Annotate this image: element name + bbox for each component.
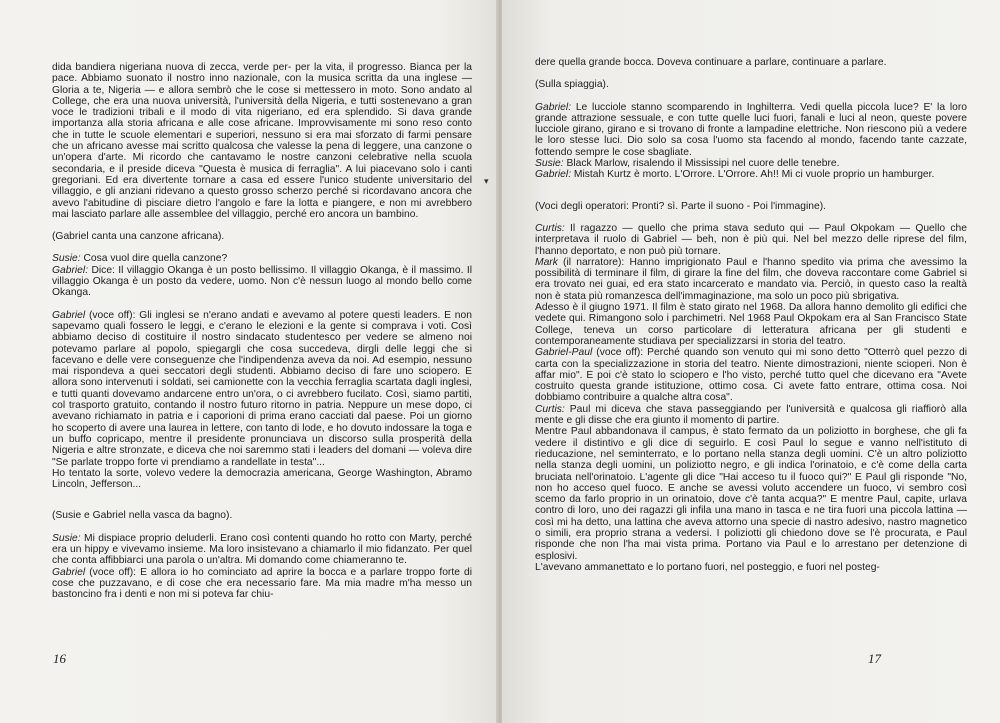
paragraph-spacer <box>535 68 967 79</box>
paragraph: Adesso è il giugno 1971. Il film è stato girato nel 1968. Da allora hanno demolito gli edifici che vedete qui. Rimangono solo i parchimetri. Nel 1968 Paul Okpokam era al San Francisco State College, teneva un corso particolare di letteratura africana per gli studenti e contemporaneamente studiava per specializzarsi in storia del teatro. <box>535 302 967 347</box>
speaker-name: Gabriel: <box>535 169 572 181</box>
speaker-name: Susie: <box>52 532 81 544</box>
dialogue-line <box>535 102 967 158</box>
paragraph-spacer <box>52 242 472 253</box>
speaker-name: Susie: <box>535 158 564 170</box>
dialogue-text: (voce off): Gli inglesi se n'erano andati e avevamo al potere questi leaders. E non sapevamo quali fossero le leggi, e c'erano le elezioni e la gente si comprava i voti. Così abbiamo deciso di costituire il nostro sindacato studentesco per vedere se almeno noi potevamo parlare al popolo, spiegargli che cosa succedeva, dirgli delle leggi che si facevano e delle vere conseguenze che l'indipendenza aveva da noi. Ad esempio, nessuno mai rispondeva a quei seccatori degli studenti. Abbiamo deciso di fare uno sciopero. E allora sono intervenuti i soldati, sei camionette con la vecchia ferraglia scartata dagli inglesi, e tutti quanti dovevamo andarcene entro un'ora, o ci avrebbero fucilato. Così, siamo partiti, col trasporto gratuito, contando il nostro futuro ritorno in patria. Neppure un mese dopo, ci avevano richiamato in patria e i caporioni di prima erano cacciati dal paese. Poi un giorno ho scoperto di avere una laurea in lettere, con tanto di lode, e ho dovuto indossare la toga e un buffo copricapo, mentre il presidente pronunciava un discorso sulla prosperità della Nigeria e altre stronzate, e diceva che noi saremmo stati i leaders del domani — voleva dire "Se parlate troppo forte vi prendiamo a randellate in testa"... <box>52 309 472 468</box>
paragraph: Ho tentato la sorte, volevo vedere la democrazia americana, George Washington, Abramo Lincoln, Jefferson... <box>52 467 472 491</box>
dialogue-text: Le lucciole stanno scomparendo in Inghilterra. Vedi quella piccola luce? E' la loro grande attrazione sessuale, e con tutte quelle luci fuori, fanali e luci al neon, queste povere lucciole girano, girano e si trovano di fronte a lampadine elettriche. Non riescono più a vedere le loro stesse luci. Dio solo sa cosa l'uomo sta facendo al mondo, facendo tante cazzate, fottendo sempre le cose sbagliate. <box>535 101 967 158</box>
dialogue-line <box>52 533 472 567</box>
speaker-name: Mark <box>535 256 558 268</box>
dialogue-line <box>535 404 967 427</box>
right-page-text <box>535 57 967 573</box>
dialogue-line <box>52 253 472 264</box>
dialogue-line <box>52 265 472 299</box>
speaker-name: Curtis: <box>535 403 565 415</box>
dialogue-text: Cosa vuol dire quella canzone? <box>80 253 228 265</box>
left-page-text <box>52 62 472 600</box>
paragraph: (Sulla spiaggia). <box>535 79 609 91</box>
page-number-right: 17 <box>868 651 881 666</box>
dialogue-line <box>535 347 967 403</box>
left-page <box>0 0 498 723</box>
dialogue-text: Black Marlow, risalendo il Mississipi nel cuore delle tenebre. <box>563 158 840 170</box>
page-number-left: 16 <box>53 651 66 666</box>
speaker-name: Gabriel <box>52 566 86 578</box>
dialogue-text: (voce off): E allora io ho cominciato ad aprire la bocca e a parlare troppo forte di cose che puzzavano, e di cose che era necessario fare. Ma mia madre m'ha messo un bastoncino fra i denti e non mi si poteva far chiu- <box>52 566 472 601</box>
dialogue-line <box>535 257 967 302</box>
dialogue-text: Paul mi diceva che stava passeggiando per l'università e qualcosa gli riaffiorò alla mente e gli disse che era giunto il momento di partire. <box>535 403 967 427</box>
dialogue-line <box>52 567 472 601</box>
dialogue-line <box>535 223 967 257</box>
speaker-name: Gabriel <box>52 309 86 321</box>
paragraph: dere quella grande bocca. Doveva continuare a parlare, continuare a parlare. <box>535 57 887 68</box>
dialogue-text: Mi dispiace proprio deluderli. Erano così contenti quando ho rotto con Marty, perché era un hippy e vivevamo insieme. Ma loro insistevano a chiamarlo il mio fidanzato. Per quel che conta affibbiarci una parola o un'altra. Mi domando come chiameranno te. <box>52 532 472 567</box>
dialogue-text: (voce off): Perché quando son venuto qui mi sono detto "Otterrò quel pezzo di carta con la specializzazione in storia del teatro. Niente dimostrazioni, niente scioperi. Non è affar mio". E poi c'è stato lo sciopero e l'ho visto, perché tutto quel che dicevano era "Avete costruito questa grande istituzione, ottimo cosa. Ci avete fatto entrare, ottima cosa. Noi dobbiamo contribuire a qualche altra cosa". <box>535 347 967 404</box>
paragraph-spacer <box>535 212 967 223</box>
dialogue-line <box>535 158 967 169</box>
paragraph: dida bandiera nigeriana nuova di zecca, verde per- per la vita, il progresso. Bianca per la pace. Abbiamo suonato il nostro inno nazionale, con la musica scritta da una inglese — Gloria a te, Nigeria — e allora sembrò che le cose si mettessero in moto. Sono andato al College, che era una nuova università, l'università della Nigeria, e tutti sostenevano a gran voce le tradizioni tribali e il modo di vita nigeriano, ed era splendido. Si dava grande importanza alla storia africana e alle cose africane. Improvvisamente mi sono reso conto che in tutte le scuole elementari e superiori, nessuno si era mai sforzato di farmi pensare che un africano avesse mai scritto qualcosa che valesse la pena di leggere, una canzone o un'opera d'arte. Mi ricordo che cantavamo le nostre canzoni celebrative nella scuola secondaria, e il preside diceva "Questa è musica di ferraglia". A lui piacevano solo i canti gregoriani. Ed era divertente tornare a casa ed essere l'unico studente universitario del villaggio, e gli anziani ridevano a questo grosso scherzo perché si ricordavano ancora che avevo l'abitudine di pisciare dietro l'angolo e fare la lotta e piangere, e non mi avrebbero mai lasciato parlare alle assemblee del villaggio, perché ero ancora un bambino. <box>52 62 472 220</box>
paragraph: (Voci degli operatori: Pronti? sì. Parte il suono - Poi l'immagine). <box>535 200 826 212</box>
dialogue-text: (il narratore): Hanno imprigionato Paul e l'hanno spedito via prima che avessimo la possibilità di terminare il film, di girare la fine del film, che doveva raccontare come Gabriel si era trovato nei guai, ed era stato incarcerato e mandato via. Perciò, in questo caso la realtà non è stata più romanzesca dell'immaginazione, ma solo un poco più sbrigativa. <box>535 256 967 302</box>
paragraph-spacer <box>52 522 472 533</box>
dialogue-text: Mistah Kurtz è morto. L'Orrore. L'Orrore. Ah!! Mi ci vuole proprio un hamburger. <box>571 169 935 181</box>
speaker-name: Gabriel-Paul <box>535 347 593 359</box>
dialogue-text: Il ragazzo — quello che prima stava seduto qui — Paul Okpokam — Quello che interpretava il ruolo di Gabriel — beh, non è più qui. Nel bel mezzo delle riprese del film, l'hanno deportato, e non può più tornare. <box>535 222 967 257</box>
paragraph-spacer <box>535 91 967 102</box>
speaker-name: Gabriel: <box>52 264 89 276</box>
right-page <box>502 0 1000 723</box>
paragraph-spacer <box>535 181 967 192</box>
speaker-name: Susie: <box>52 253 81 265</box>
paragraph-spacer <box>52 220 472 231</box>
speaker-name: Gabriel: <box>535 101 572 113</box>
paragraph-spacer <box>535 192 967 201</box>
dialogue-text: Dice: Il villaggio Okanga è un posto bellissimo. Il villaggio Okanga, è il massimo. Il villaggio Okanga è un posto da vedere, uomo. Non c'è nessun luogo al mondo bello come Okanga. <box>52 264 472 299</box>
paragraph: (Susie e Gabriel nella vasca da bagno). <box>52 510 233 522</box>
paragraph: (Gabriel canta una canzone africana). <box>52 231 225 243</box>
paragraph-spacer <box>52 490 472 499</box>
speaker-name: Curtis: <box>535 222 565 234</box>
dialogue-line <box>535 169 967 180</box>
stray-mark: ▾ <box>484 176 489 186</box>
paragraph-spacer <box>52 299 472 310</box>
paragraph: Mentre Paul abbandonava il campus, è stato fermato da un poliziotto in borghese, che gli fa vedere il distintivo e gli dice di seguirlo. E così Paul lo segue e vanno nell'istituto di rieducazione, nel seminterrato, e lo portano nella stanza degli uomini. C'è un altro poliziotto nella stanza degli uomini, un poliziotto negro, e gli indica l'orinatoio, e c'è come della carta bruciata nell'orinatoio. L'agente gli dice "Hai acceso tu il fuoco qui?" E Paul gli risponde "No, non ho acceso quel fuoco. E anche se avessi voluto accendere un fuoco, vi sembro così scemo da farlo proprio in un orinatoio, dove c'è tanta acqua?" E mentre Paul, capite, urlava contro di loro, uno dei ragazzi gli infila una mano in tasca e ne tira fuori una piccola lattina — così mi ha detto, una lattina che aveva attorno una specie di nastro adesivo, nastro magnetico o simili, era proprio strana a vedersi. I poliziotti gli chiedono dove se l'è procurata, e Paul risponde che non l'ha mai vista prima. Portano via Paul e lo arrestano per detenzione di esplosivi. <box>535 426 967 562</box>
paragraph-spacer <box>52 499 472 510</box>
dialogue-line <box>52 310 472 468</box>
paragraph: L'avevano ammanettato e lo portano fuori, nel posteggio, e fuori nel posteg- <box>535 561 880 573</box>
